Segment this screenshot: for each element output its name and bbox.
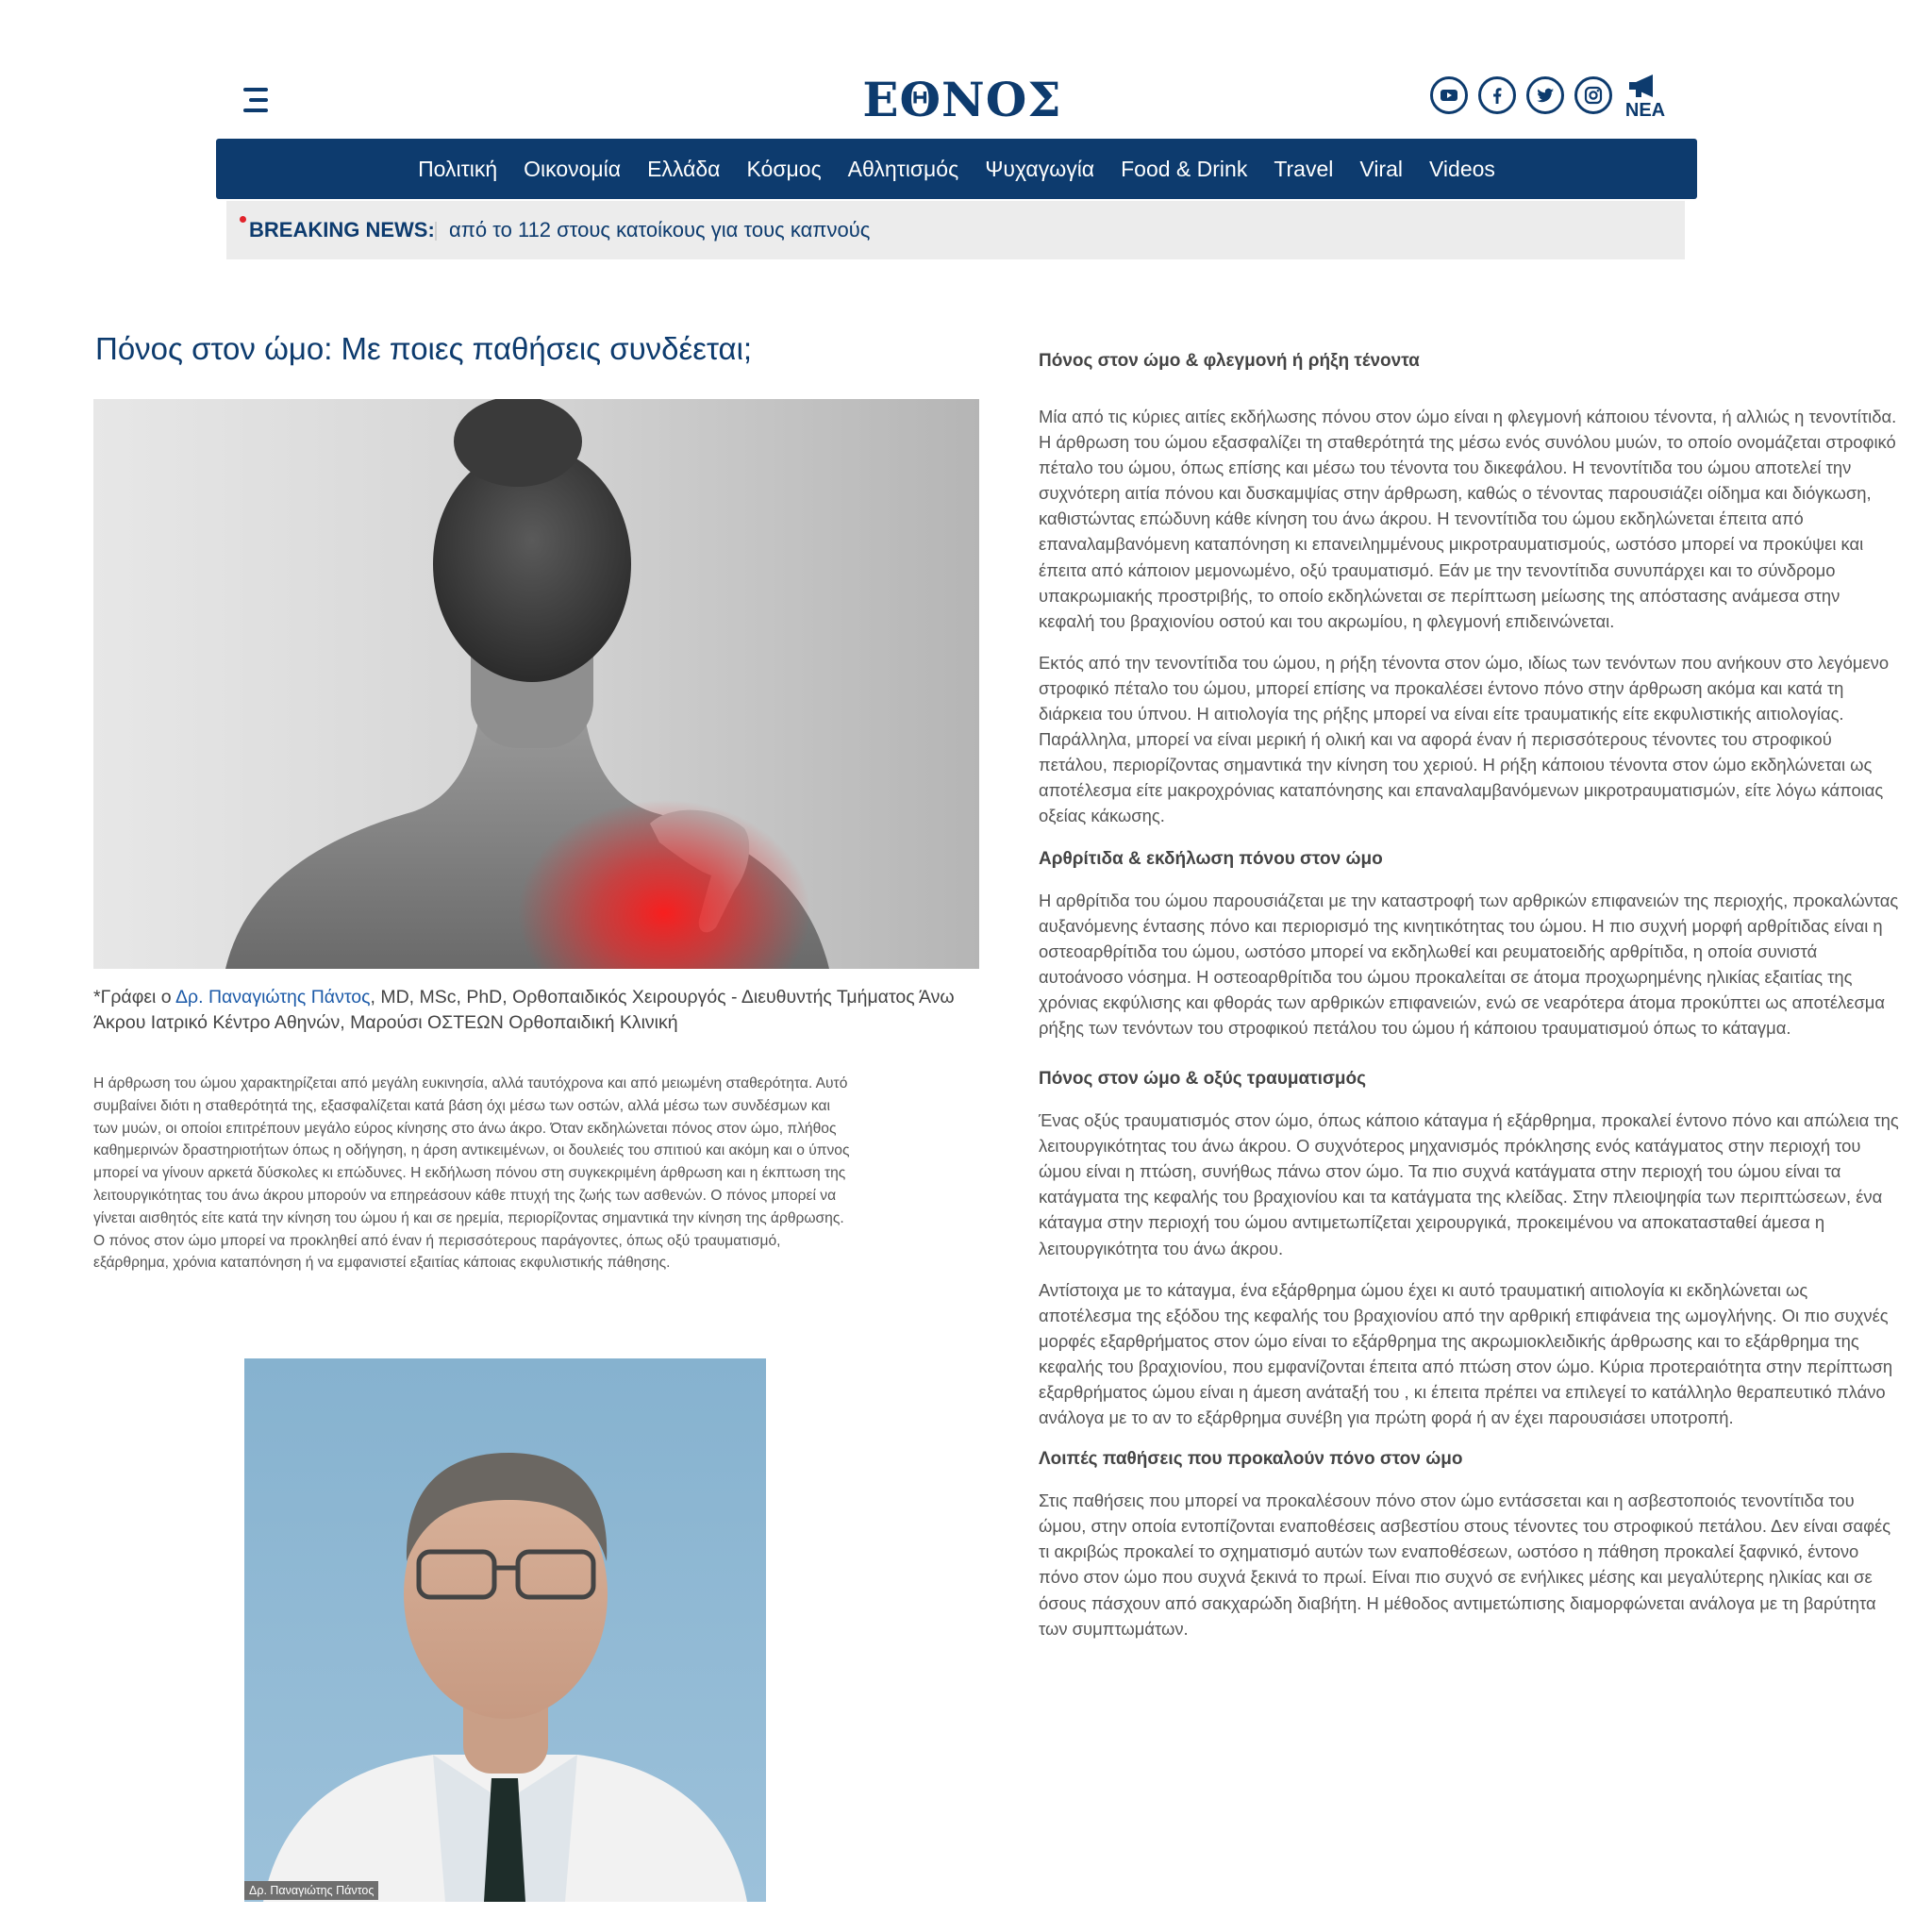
author-caption — [93, 985, 985, 1036]
portrait-caption: Δρ. Παναγιώτης Πάντος — [244, 1881, 378, 1900]
nav-item-food-drink[interactable]: Food & Drink — [1121, 157, 1248, 181]
instagram-icon[interactable] — [1574, 76, 1612, 114]
site-logo[interactable]: ΕΘΝΟΣ — [862, 72, 1062, 127]
twitter-icon[interactable] — [1526, 76, 1564, 114]
section-heading: Πόνος στον ώμο & οξύς τραυματισμός — [1039, 1069, 1367, 1090]
nav-item-travel[interactable]: Travel — [1274, 157, 1334, 181]
nea-button[interactable] — [1623, 72, 1668, 125]
menu-icon[interactable] — [243, 88, 272, 114]
nav-item-kosmos[interactable]: Κόσμος — [746, 157, 822, 181]
breaking-news-ticker[interactable]: από το 112 στους κατοίκους για τους καπνούς — [449, 218, 871, 242]
facebook-icon[interactable] — [1478, 76, 1516, 114]
author-link[interactable]: Δρ. Παναγιώτης Πάντος — [175, 987, 371, 1008]
section-heading: Αρθρίτιδα & εκδήλωση πόνου στον ώμο — [1039, 848, 1383, 869]
section-heading: Πόνος στον ώμο & φλεγμονή ή ρήξη τένοντα — [1039, 351, 1420, 371]
nav-item-videos[interactable]: Videos — [1429, 157, 1495, 181]
article-title: Πόνος στον ώμο: Με ποιες παθήσεις συνδέεται; — [95, 331, 753, 366]
nav-item-politiki[interactable]: Πολιτική — [418, 157, 498, 181]
section-paragraph: Η αρθρίτιδα του ώμου παρουσιάζεται με την καταστροφή των αρθρικών επιφανειών της περιοχής, προκαλώντας αυξανόμενης έντασης πόνο και περιορισμό της κινητικότητας του ώμου. Η πιο συχνή μορφή αρθρίτιδας είναι η οστεοαρθρίτιδα του ώμου, ωστόσο μπορεί να εκδηλωθεί και ρευματοειδής αρθρίτιδα, η οποία συνιστά αυτοάνοσο νόσημα. Η οστεοαρθρίτιδα του ώμου προκαλείται σε άτομα προχωρημένης ηλικίας εξαιτίας της χρόνιας εκφύλισης και φθοράς των αρθρικών επιφανειών, ενώ σε νεαρότερα άτομα προκύπτει ως αποτέλεσμα ρήξης των τενόντων του στροφικού πετάλου του ώμου ή κάποιου τραυματισμού όπως το κάταγμα. — [1039, 890, 1899, 1038]
ticker-divider — [435, 222, 437, 241]
section-paragraph: Μία από τις κύριες αιτίες εκδήλωσης πόνου στον ώμο είναι η φλεγμονή κάποιου τένοντα, ή αλλιώς η τενοντίτιδα. Η άρθρωση του ώμου εξασφαλίζει τη σταθερότητά της μέσω ενός συνόλου μυών, το οποίο ονομάζεται στροφικό πέταλο του ώμου, όπως επίσης και μέσω του τένοντα του δικεφάλου. Η τενοντίτιδα του ώμου αποτελεί την συχνότερη αιτία πόνου και δυσκαμψίας στην άρθρωση, καθώς ο τένοντας παρουσιάζει οίδημα και διόγκωση, καθιστώντας επώδυνη κάθε κίνηση του άνω άκρου. Η τενοντίτιδα του ώμου εκδηλώνεται έπειτα από επαναλαμβανόμενη καταπόνηση κι επανειλημμένους μικροτραυματισμούς, ωστόσο μπορεί να προκύψει και έπειτα από κάποιον μεμονωμένο, οξύ τραυματισμό. Εάν με την τενοντίτιδα συνυπάρχει και το σύνδρομο υπακρωμιακής προστριβής, το οποίο εκδηλώνεται σε περίπτωση μείωσης της απόστασης ανάμεσα στην κεφαλή του βραχιονίου οστού και του ακρωμίου, η φλεγμονή επιδεινώνεται. — [1039, 407, 1897, 631]
article-intro: Η άρθρωση του ώμου χαρακτηρίζεται από μεγάλη ευκινησία, αλλά ταυτόχρονα και από μειωμένη σταθερότητα. Αυτό συμβαίνει διότι η σταθερότητά της, εξασφαλίζεται κατά βάση όχι μέσω των οστών, αλλά μέσω των συνδέσμων και των μυών, οι οποίοι επιτρέπουν μεγάλο εύρος κίνησης στο άνω άκρο. Όταν εκδηλώνεται πόνος στον ώμο, πλήθος καθημερινών δραστηριοτήτων όπως η οδήγηση, η άρση αντικειμένων, οι δουλειές του σπιτιού και ακόμη και ο ύπνος μπορεί να γίνουν αρκετά δύσκολες κι επώδυνες. Η εκδήλωση πόνου στη συγκεκριμένη άρθρωση και η έκπτωση της λειτουργικότητας του άνω άκρου μπορούν να επηρεάσουν κάθε πτυχή της ζωής των ασθενών. Ο πόνος μπορεί να γίνεται αισθητός είτε κατά την κίνηση του ώμου ή και σε ηρεμία, περιορίζοντας σημαντικά την κίνηση της άρθρωσης. Ο πόνος στον ώμο μπορεί να προκληθεί από έναν ή περισσότερους παράγοντες, όπως οξύ τραυματισμό, εξάρθρημα, χρόνια καταπόνηση ή να εμφανιστεί εξαιτίας κάποιας εκφυλιστικής πάθησης. — [93, 1075, 850, 1272]
author-portrait — [244, 1358, 766, 1902]
nav-item-viral[interactable]: Viral — [1359, 157, 1403, 181]
section-paragraph: Ένας οξύς τραυματισμός στον ώμο, όπως κάποιο κάταγμα ή εξάρθρημα, προκαλεί έντονο πόνο και απώλεια της λειτουργικότητας του άνω άκρου. Ο συχνότερος μηχανισμός πρόκλησης ενός κατάγματος στην περιοχή του ώμου είναι η πτώση, συνήθως πάνω στον ώμο. Τα πιο συχνά κατάγματα στην περιοχή του ώμου είναι τα κατάγματα της κεφαλής του βραχιονίου και τα κατάγματα της κλείδας. Στην πλειοψηφία των περιπτώσεων, ένα κάταγμα στην περιοχή του ώμου αντιμετωπίζεται χειρουργικά, προκειμένου να αποκατασταθεί άμεσα η λειτουργικότητα του άνω άκρου. — [1039, 1110, 1899, 1258]
nea-label: ΝΕΑ — [1624, 100, 1666, 121]
caption-suffix: , MD, MSc, PhD, Ορθοπαιδικός Χειρουργός - Διευθυντής Τμήματος Άνω Άκρου Ιατρικό Κέντρο Αθηνών, Μαρούσι ΟΣΤΕΩΝ Ορθοπαιδική Κλινική — [93, 987, 955, 1033]
nav-item-oikonomia[interactable]: Οικονομία — [524, 157, 622, 181]
section-paragraph: Στις παθήσεις που μπορεί να προκαλέσουν πόνο στον ώμο εντάσσεται και η ασβεστοποιός τενοντίτιδα του ώμου, στην οποία εντοπίζονται εναποθέσεις ασβεστίου στους τένοντες του στροφικού πετάλου. Δεν είναι σαφές τι ακριβώς προκαλεί το σχηματισμό αυτών των εναποθέσεων, ωστόσο η πάθηση προκαλεί ξαφνικό, έντονο πόνο στον ώμο που συχνά ξεκινά το πρωί. Είναι πιο συχνό σε ενήλικες μέσης και μεγαλύτερης ηλικίας και σε όσους πάσχουν από σακχαρώδη διαβήτη. Η μέθοδος αντιμετώπισης διαμορφώνεται ανάλογα με τη βαρύτητα των συμπτωμάτων. — [1039, 1491, 1891, 1639]
megaphone-icon — [1623, 72, 1668, 100]
youtube-icon[interactable] — [1430, 76, 1468, 114]
caption-prefix: *Γράφει ο — [93, 987, 175, 1008]
main-nav — [216, 139, 1697, 199]
hero-image — [93, 399, 979, 969]
section-paragraph: Αντίστοιχα με το κάταγμα, ένα εξάρθρημα ώμου έχει κι αυτό τραυματική αιτιολογία κι εκδηλώνεται ως αποτέλεσμα της εξόδου της κεφαλής του βραχιονίου από την αρθρική επιφάνεια της ωμογλήνης. Οι πιο συχνές μορφές εξαρθρήματος στον ώμο είναι το εξάρθρημα της ακρωμιοκλειδικής άρθρωσης και το εξάρθρημα της κεφαλής του βραχιονίου, που εμφανίζονται έπειτα από πτώση στον ώμο. Κύρια προτεραιότητα στην περίπτωση εξαρθρήματος ώμου είναι η άμεση ανάταξή του , κι έπειτα πρέπει να επιλεγεί το κατάλληλο θεραπευτικό πλάνο ανάλογα με το αν το εξάρθρημα συνέβη για πρώτη φορά ή αν έχει παρουσιάσει υποτροπή. — [1039, 1279, 1893, 1428]
breaking-news-label: BREAKING NEWS: — [249, 218, 435, 242]
breaking-news-bar — [226, 201, 1685, 259]
live-dot-icon — [240, 216, 246, 223]
nav-item-athlitismos[interactable]: Αθλητισμός — [847, 157, 959, 181]
article-body — [1039, 349, 1899, 1641]
section-heading: Λοιπές παθήσεις που προκαλούν πόνο στον ώμο — [1039, 1449, 1463, 1470]
nav-item-psychagogia[interactable]: Ψυχαγωγία — [985, 157, 1095, 181]
nav-item-ellada[interactable]: Ελλάδα — [647, 157, 721, 181]
section-paragraph: Εκτός από την τενοντίτιδα του ώμου, η ρήξη τένοντα στον ώμο, ιδίως των τενόντων που ανήκουν στο λεγόμενο στροφικό πέταλο του ώμου, μπορεί επίσης να προκαλέσει έντονο πόνο στην άρθρωση ακόμα και κατά τη διάρκεια του ύπνου. Η αιτιολογία της ρήξης μπορεί να είναι είτε τραυματικής είτε εκφυλιστικής αιτιολογίας. Παράλληλα, μπορεί να είναι μερική ή ολική και να αφορά έναν ή περισσότερους τένοντες του στροφικού πετάλου, περιορίζοντας σημαντικά την κίνηση του χεριού. Η ρήξη κάποιου τένοντα στον ώμο εκδηλώνεται ως αποτέλεσμα είτε μακροχρόνιας καταπόνησης και επαναλαμβανόμενων μικροτραυματισμών, είτε λόγω κάποιας οξείας κάκωσης. — [1039, 652, 1890, 826]
